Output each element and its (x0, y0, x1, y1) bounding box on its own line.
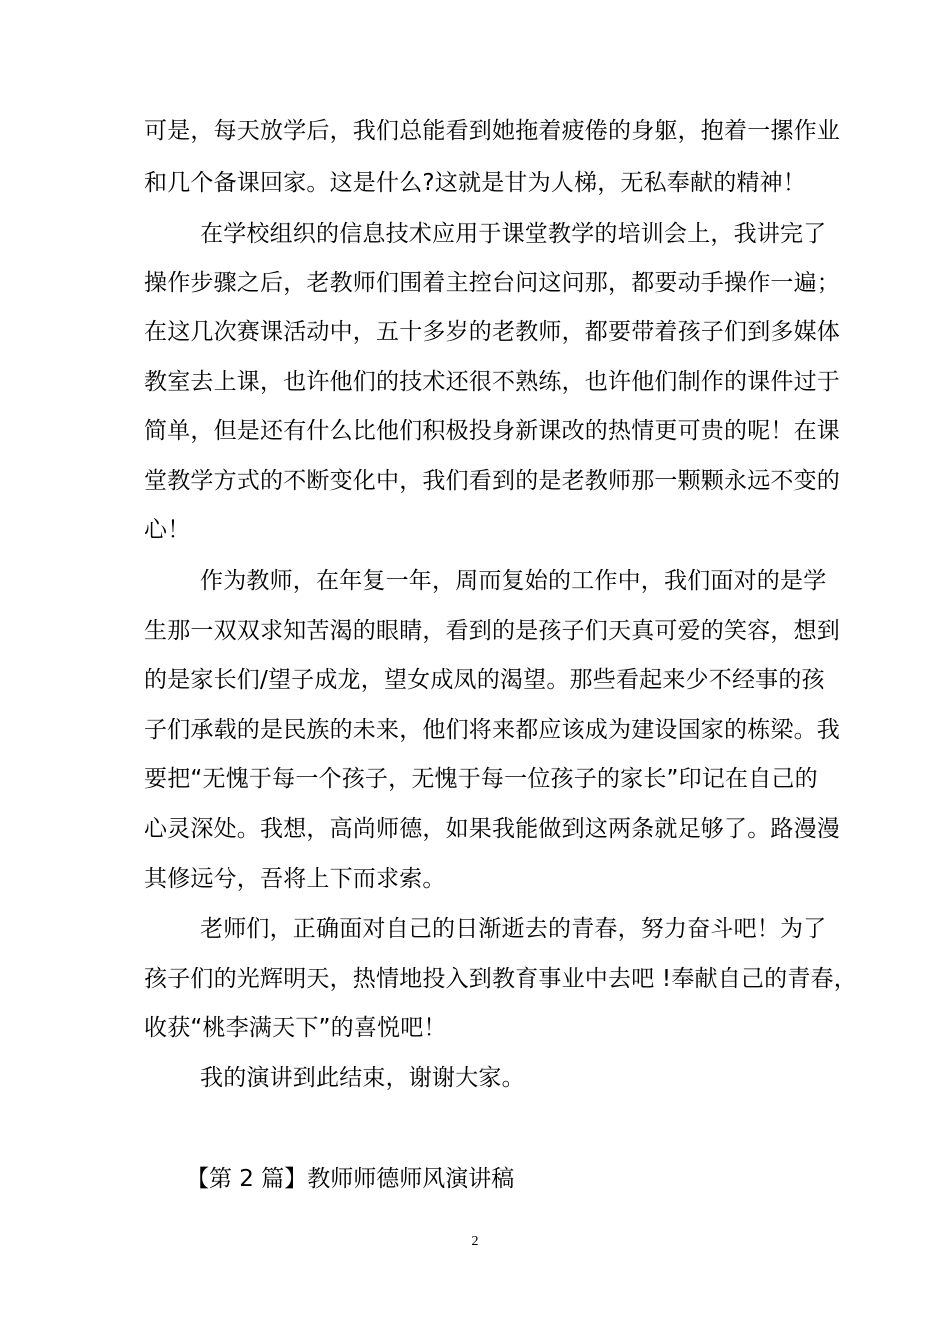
text-line: 在这几次赛课活动中，五十多岁的老教师，都要带着孩子们到多媒体 (144, 319, 840, 345)
text-line: 生那一双双求知苦渴的眼睛，看到的是孩子们天真可爱的笑容，想到 (144, 618, 840, 644)
text-line: 堂教学方式的不断变化中，我们看到的是老教师那一颗颗永远不变的 (144, 468, 840, 494)
text-line: 简单，但是还有什么比他们积极投身新课改的热情更可贵的呢！在课 (144, 418, 840, 444)
text-line: 教室去上课，也许他们的技术还很不熟练，也许他们制作的课件过于 (144, 369, 840, 395)
text-line: 孩子们的光辉明天，热情地投入到教育事业中去吧 !奉献自己的青春， (144, 966, 857, 992)
paragraph-start-line: 在学校组织的信息技术应用于课堂教学的培训会上，我讲完了 (200, 221, 827, 247)
paragraph-start-line: 老师们，正确面对自己的日渐逝去的青春，努力奋斗吧！为了 (200, 916, 827, 942)
page-number: 2 (471, 1234, 479, 1249)
text-line: 心灵深处。我想，高尚师德，如果我能做到这两条就足够了。路漫漫 (144, 816, 840, 842)
text-line: 心！ (144, 517, 191, 543)
text-line: 其修远兮，吾将上下而求索。 (144, 866, 446, 892)
text-line: 的是家长们/望子成龙，望女成凤的渴望。那些看起来少不经事的孩 (144, 667, 825, 693)
text-line: 操作步骤之后，老教师们围着主控台问这问那，都要动手操作一遍； (144, 270, 840, 296)
text-line: 和几个备课回家。这是什么?这就是甘为人梯，无私奉献的精神！ (144, 170, 807, 196)
text-line: 可是，每天放学后，我们总能看到她拖着疲倦的身躯，抱着一摞作业 (144, 118, 840, 144)
section-heading: 【第 2 篇】教师师德师风演讲稿 (186, 1166, 515, 1192)
paragraph-start-line: 我的演讲到此结束，谢谢大家。 (200, 1065, 525, 1091)
text-line: 子们承载的是民族的未来，他们将来都应该成为建设国家的栋梁。我 (144, 717, 840, 743)
text-line: 要把“无愧于每一个孩子，无愧于每一位孩子的家长”印记在自己的 (144, 766, 818, 792)
text-line: 收获“桃李满天下”的喜悦吧！ (144, 1015, 447, 1041)
paragraph-start-line: 作为教师，在年复一年，周而复始的工作中，我们面对的是学 (200, 568, 827, 594)
